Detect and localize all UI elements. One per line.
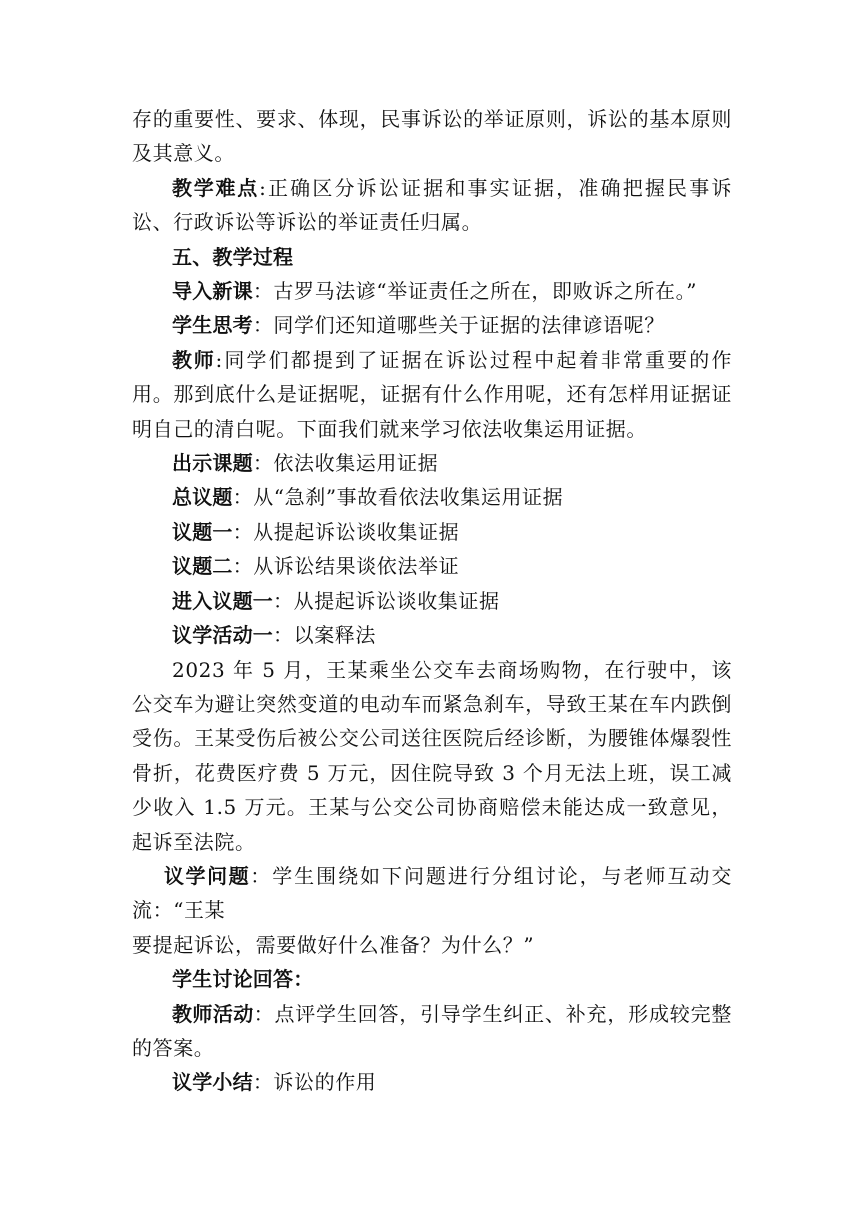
paragraph-text: ：依法收集运用证据 (252, 451, 439, 476)
paragraph-enter-issue-one (132, 584, 732, 618)
paragraph-discussion-question-continued (132, 928, 732, 962)
paragraph-activity-one (132, 618, 732, 652)
label-main-issue: 总议题 (172, 485, 233, 510)
paragraph-text: ：从诉讼结果谈依法举证 (232, 554, 460, 579)
paragraph-teacher (132, 343, 732, 446)
paragraph-text: ：学生围绕如下问题进行分组讨论，与老师互动交流：“王某 (132, 863, 732, 923)
paragraph-text: ：点评学生回答，引导学生纠正、补充，形成较完整的答案。 (132, 1001, 732, 1060)
label-teacher: 教师 (172, 347, 216, 372)
label-activity-one: 议学活动一 (172, 623, 273, 648)
paragraph-text: 存的重要性、要求、体现，民事诉讼的举证原则，诉讼的基本原则及其意义。 (132, 107, 732, 166)
paragraph-main-issue (132, 480, 732, 514)
section-heading-text: 五、教学过程 (172, 244, 294, 269)
paragraph-text: :正确区分诉讼证据和事实证据，准确把握民事诉讼、行政诉讼等诉讼的举证责任归属。 (132, 175, 732, 235)
paragraph-summary (132, 1065, 732, 1099)
paragraph-text: ：同学们还知道哪些关于证据的法律谚语呢？ (252, 313, 665, 338)
paragraph-text: ：古罗马法谚“举证责任之所在，即败诉之所在。” (252, 279, 698, 304)
paragraph-student-answers (132, 962, 732, 996)
paragraph-teaching-difficulty (132, 171, 732, 240)
paragraph-show-topic (132, 446, 732, 480)
label-student-thinking: 学生思考 (172, 313, 253, 338)
document-body (132, 102, 732, 1100)
section-heading-teaching-process (132, 240, 732, 274)
paragraph-text: 2023 年 5 月，王某乘坐公交车去商场购物，在行驶中，该公交车为避让突然变道的电动车而紧急刹车，导致王某在车内跌倒受伤。王某受伤后被公交公司送往医院后经诊断，为腰锥体爆裂性骨折，花费医疗费 5 万元，因住院导致 3 个月无法上班，误工减少收入 1.5 万元。王某与公交公司协商赔偿未能达成一致意见，起诉至法院。 (132, 657, 732, 854)
paragraph-text: ：从提起诉讼谈收集证据 (273, 588, 500, 613)
paragraph-discussion-question (132, 859, 732, 928)
paragraph-teaching-focus-continued (132, 102, 732, 171)
paragraph-text: ：从“急刹”事故看依法收集运用证据 (232, 485, 564, 510)
paragraph-case-description (132, 653, 732, 859)
paragraph-text: ：以案释法 (273, 623, 376, 648)
label-lesson-introduction: 导入新课 (172, 279, 253, 304)
label-student-answers: 学生讨论回答： (172, 967, 314, 992)
paragraph-issue-one (132, 515, 732, 549)
label-teacher-activity: 教师活动 (172, 1001, 254, 1026)
paragraph-teacher-activity (132, 997, 732, 1066)
paragraph-student-thinking (132, 308, 732, 342)
paragraph-text: ：诉讼的作用 (252, 1070, 377, 1095)
paragraph-lesson-introduction (132, 274, 732, 308)
paragraph-text: :同学们都提到了证据在诉讼过程中起着非常重要的作用。那到底什么是证据呢，证据有什么作用呢，还有怎样用证据证明自己的清白呢。下面我们就来学习依法收集运用证据。 (132, 347, 732, 441)
label-discussion-question: 议学问题 (164, 863, 251, 888)
label-summary: 议学小结 (172, 1070, 253, 1095)
label-teaching-difficulty: 教学难点 (172, 175, 260, 200)
label-show-topic: 出示课题 (172, 451, 253, 476)
label-enter-issue-one: 进入议题一 (172, 588, 273, 613)
label-issue-two: 议题二 (172, 554, 233, 579)
label-issue-one: 议题一 (172, 519, 233, 544)
paragraph-text: 要提起诉讼，需要做好什么准备？为什么？” (132, 932, 535, 957)
paragraph-text: ：从提起诉讼谈收集证据 (232, 519, 460, 544)
paragraph-issue-two (132, 549, 732, 583)
